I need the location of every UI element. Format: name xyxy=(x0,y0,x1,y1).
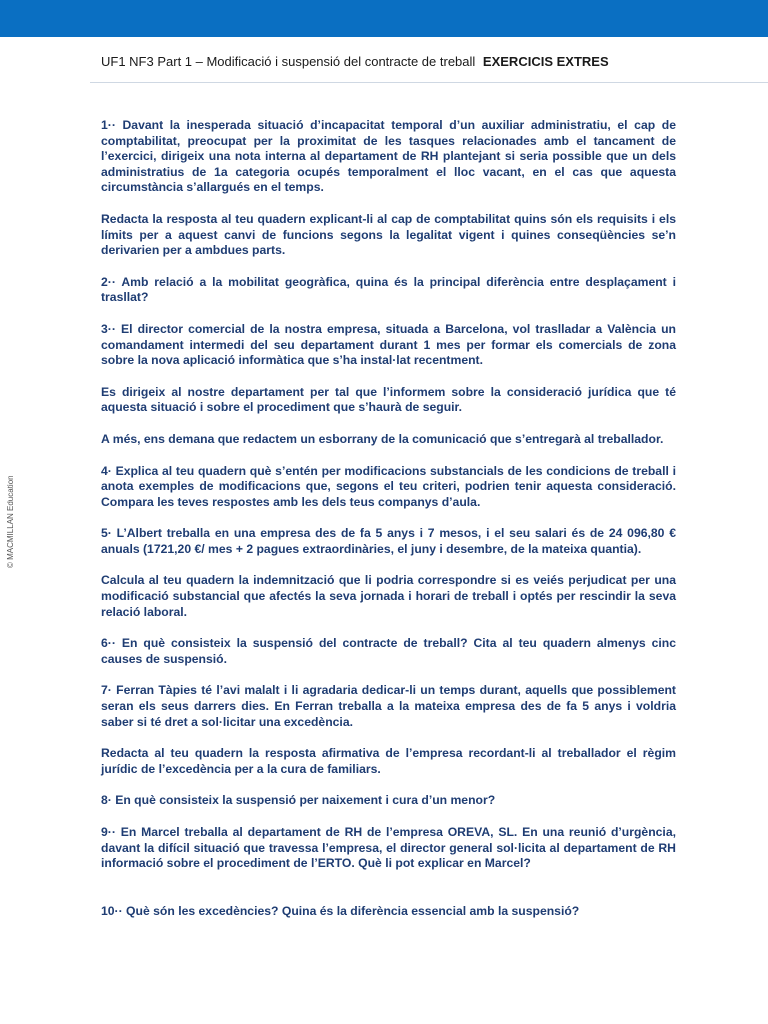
paragraph-ex8: 8· En què consisteix la suspensió per naixement i cura d’un menor? xyxy=(101,793,496,808)
header-divider xyxy=(90,82,768,83)
paragraph-ex5-prompt: 5· L’Albert treballa en una empresa des de fa 5 anys i 7 mesos, i el seu salari és de 24 096,80 € anuals (1721,20 €/ mes + 2 pagues extraordinàries, el juny i desembre, de la mateixa quantia). xyxy=(101,526,676,556)
publisher-copyright: © MACMILLAN Education xyxy=(6,475,15,568)
paragraph-ex9: 9·· En Marcel treballa al departament de RH de l’empresa OREVA, SL. En una reunió d’urgència, davant la difícil situació que travessa l’empresa, el director general sol·licita al departament de RH informació sobre el procediment de l’ERTO. Què li pot explicar en Marcel? xyxy=(101,825,676,871)
paragraph-ex2: 2·· Amb relació a la mobilitat geogràfica, quina és la principal diferència entre desplaçament i trasllat? xyxy=(101,274,676,305)
paragraph-ex4: 4· Explica al teu quadern què s’entén per modificacions substancials de les condicions de treball i anota exemples de modificacions que, segons el teu criteri, podrien tenir aquesta consideració. Compara les teves respostes amb les dels teus companys d’aula. xyxy=(101,463,676,509)
header-extra-label: EXERCICIS EXTRES xyxy=(482,54,609,69)
header-title: UF1 NF3 Part 1 – Modificació i suspensió del contracte de treball xyxy=(101,54,476,69)
paragraph-ex1-task: Redacta la resposta al teu quadern explicant-li al cap de comptabilitat quins són els requisits i els límits per a aquest canvi de funcions segons la legalitat vigent i quines conseqüències se’n derivarien per a ambdues parts. xyxy=(101,211,676,258)
paragraph-ex7-prompt: 7· Ferran Tàpies té l’avi malalt i li agradaria dedicar-li un temps durant, aquells que possiblement seran els seus darrers dies. En Ferran treballa a la mateixa empresa des de fa 5 anys i voldria saber si té dret a sol·licitar una excedència. xyxy=(101,683,676,729)
paragraph-ex1-prompt: 1·· Davant la inesperada situació d’incapacitat temporal d’un auxiliar administratiu, el cap de comptabilitat, preocupat per la proximitat de les tasques relacionades amb el tancament de l’exercici, dirigeix una nota interna al departament de RH plantejant si seria possible que un dels administratius de 1a categoria ocupés temporalment el lloc vacant, en el cas que aquesta circumstància s’allargués en el temps. xyxy=(101,118,676,195)
paragraph-ex7-task: Redacta al teu quadern la resposta afirmativa de l’empresa recordant-li al treballador el règim jurídic de l’excedència per a la cura de familiars. xyxy=(101,746,676,776)
paragraph-ex3-prompt: 3·· El director comercial de la nostra empresa, situada a Barcelona, vol traslladar a València un comandament intermedi del seu departament durant 1 mes per formar els comercials de zona sobre la nova aplicació informàtica que s’ha instal·lat recentment. xyxy=(101,321,676,368)
paragraph-ex10: 10·· Què són les excedències? Quina és la diferència essencial amb la suspensió? xyxy=(101,903,580,918)
paragraph-ex3-context: Es dirigeix al nostre departament per tal que l’informem sobre la consideració jurídica que té aquesta situació i sobre el procediment que s’haurà de seguir. xyxy=(101,384,676,415)
paragraph-ex5-task: Calcula al teu quadern la indemnització que li podria correspondre si es veiés perjudicat per una modificació substancial que afectés la seva jornada i horari de treball i optés per rescindir la seva relació laboral. xyxy=(101,573,676,619)
top-color-band xyxy=(0,0,768,37)
paragraph-ex3-task: A més, ens demana que redactem un esborrany de la comunicació que s’entregarà al treballador. xyxy=(101,431,664,446)
paragraph-ex6: 6·· En què consisteix la suspensió del contracte de treball? Cita al teu quadern almenys cinc causes de suspensió. xyxy=(101,636,676,666)
exercise-list xyxy=(101,118,676,919)
page-header xyxy=(101,54,721,69)
